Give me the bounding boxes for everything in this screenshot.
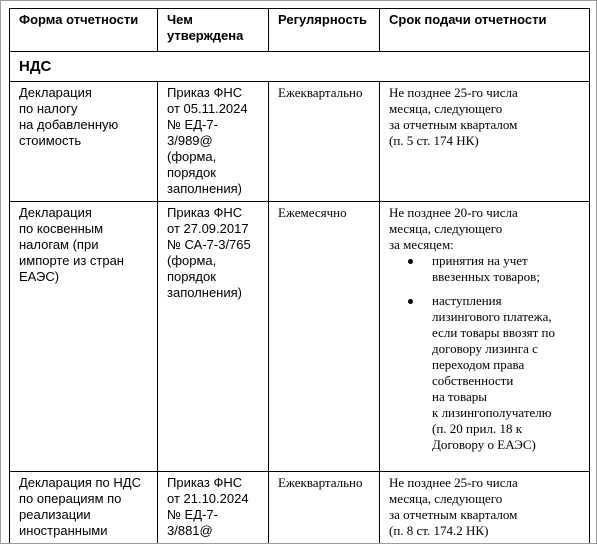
table-row (10, 472, 590, 544)
header-deadline: Срок подачи отчетности (380, 9, 590, 52)
cell-deadline (380, 472, 590, 544)
approved-line: № ЕД-7- (167, 507, 218, 522)
form-line: на добавленную (19, 117, 119, 132)
deadline-line: за месяцем: (389, 237, 454, 252)
deadline-line: (п. 5 ст. 174 НК) (389, 133, 479, 148)
header-approved-line-2: утверждена (167, 28, 244, 43)
bullet-line: лизингового платежа, (432, 309, 552, 324)
form-line: налогам (при (19, 237, 99, 252)
deadline-line: Не позднее 20-го числа (389, 205, 518, 220)
form-line: Декларация (19, 85, 92, 100)
form-line: по налогу (19, 101, 78, 116)
bullet-line: Договору о ЕАЭС) (432, 437, 536, 452)
approved-line: заполнения) (167, 285, 242, 300)
bullet-line: (п. 20 прил. 18 к (432, 421, 523, 436)
section-title: НДС (10, 52, 590, 82)
deadline-line: Не позднее 25-го числа (389, 85, 518, 100)
section-row (10, 52, 590, 82)
approved-line: от 27.09.2017 (167, 221, 249, 236)
cell-regularity: Ежеквартально (269, 82, 380, 202)
form-line: ЕАЭС) (19, 269, 60, 284)
approved-line: Приказ ФНС (167, 475, 243, 490)
form-line: по косвенным (19, 221, 104, 236)
header-regularity: Регулярность (269, 9, 380, 52)
cell-approved (158, 202, 269, 472)
cell-approved (158, 82, 269, 202)
deadline-bullet-list (389, 253, 584, 453)
deadline-line: (п. 8 ст. 174.2 НК) (389, 523, 489, 538)
table-row (10, 202, 590, 472)
form-line: Декларация по НДС (19, 475, 141, 490)
bullet-line: на товары (432, 389, 487, 404)
cell-deadline (380, 82, 590, 202)
form-line: Декларация (19, 205, 92, 220)
list-item (432, 293, 584, 453)
cell-form (10, 472, 158, 544)
bullet-line: к лизингополучателю (432, 405, 552, 420)
bullet-line: договору лизинга с (432, 341, 538, 356)
deadline-line: месяца, следующего (389, 221, 503, 236)
bullet-line: если товары ввозят по (432, 325, 555, 340)
deadline-line: Не позднее 25-го числа (389, 475, 518, 490)
form-line: стоимость (19, 133, 82, 148)
deadline-line: за отчетным кварталом (389, 117, 518, 132)
approved-line: № ЕД-7- (167, 117, 218, 132)
approved-line: Приказ ФНС (167, 205, 243, 220)
deadline-line: месяца, следующего (389, 101, 503, 116)
approved-line: 3/989@ (167, 133, 213, 148)
header-approved (158, 9, 269, 52)
cell-regularity: Ежемесячно (269, 202, 380, 472)
bullet-line: принятия на учет (432, 253, 528, 268)
form-line: по операциям по (19, 491, 122, 506)
bullet-line: наступления (432, 293, 502, 308)
deadline-line: за отчетным кварталом (389, 507, 518, 522)
form-line: реализации (19, 507, 91, 522)
reporting-table (9, 8, 590, 544)
deadline-line: месяца, следующего (389, 491, 503, 506)
header-row (10, 9, 590, 52)
cell-form (10, 82, 158, 202)
approved-line: порядок (167, 269, 216, 284)
approved-line: заполнения) (167, 181, 242, 196)
approved-line: порядок (167, 165, 216, 180)
form-line: иностранными (19, 523, 108, 538)
approved-line: от 21.10.2024 (167, 491, 249, 506)
approved-line: (форма, (167, 149, 217, 164)
approved-line: 3/881@ (167, 523, 213, 538)
header-form: Форма отчетности (10, 9, 158, 52)
cell-deadline (380, 202, 590, 472)
approved-line: от 05.11.2024 (167, 101, 248, 116)
table-row (10, 82, 590, 202)
cell-form (10, 202, 158, 472)
form-line: импорте из стран (19, 253, 124, 268)
cell-approved (158, 472, 269, 544)
approved-line: Приказ ФНС (167, 85, 243, 100)
approved-line: № СА-7-3/765 (167, 237, 251, 252)
bullet-line: ввезенных товаров; (432, 269, 540, 284)
cell-regularity: Ежеквартально (269, 472, 380, 544)
list-item (432, 253, 584, 285)
approved-line: (форма, (167, 253, 217, 268)
bullet-line: переходом права (432, 357, 525, 372)
bullet-line: собственности (432, 373, 514, 388)
header-approved-line-1: Чем (167, 12, 193, 27)
